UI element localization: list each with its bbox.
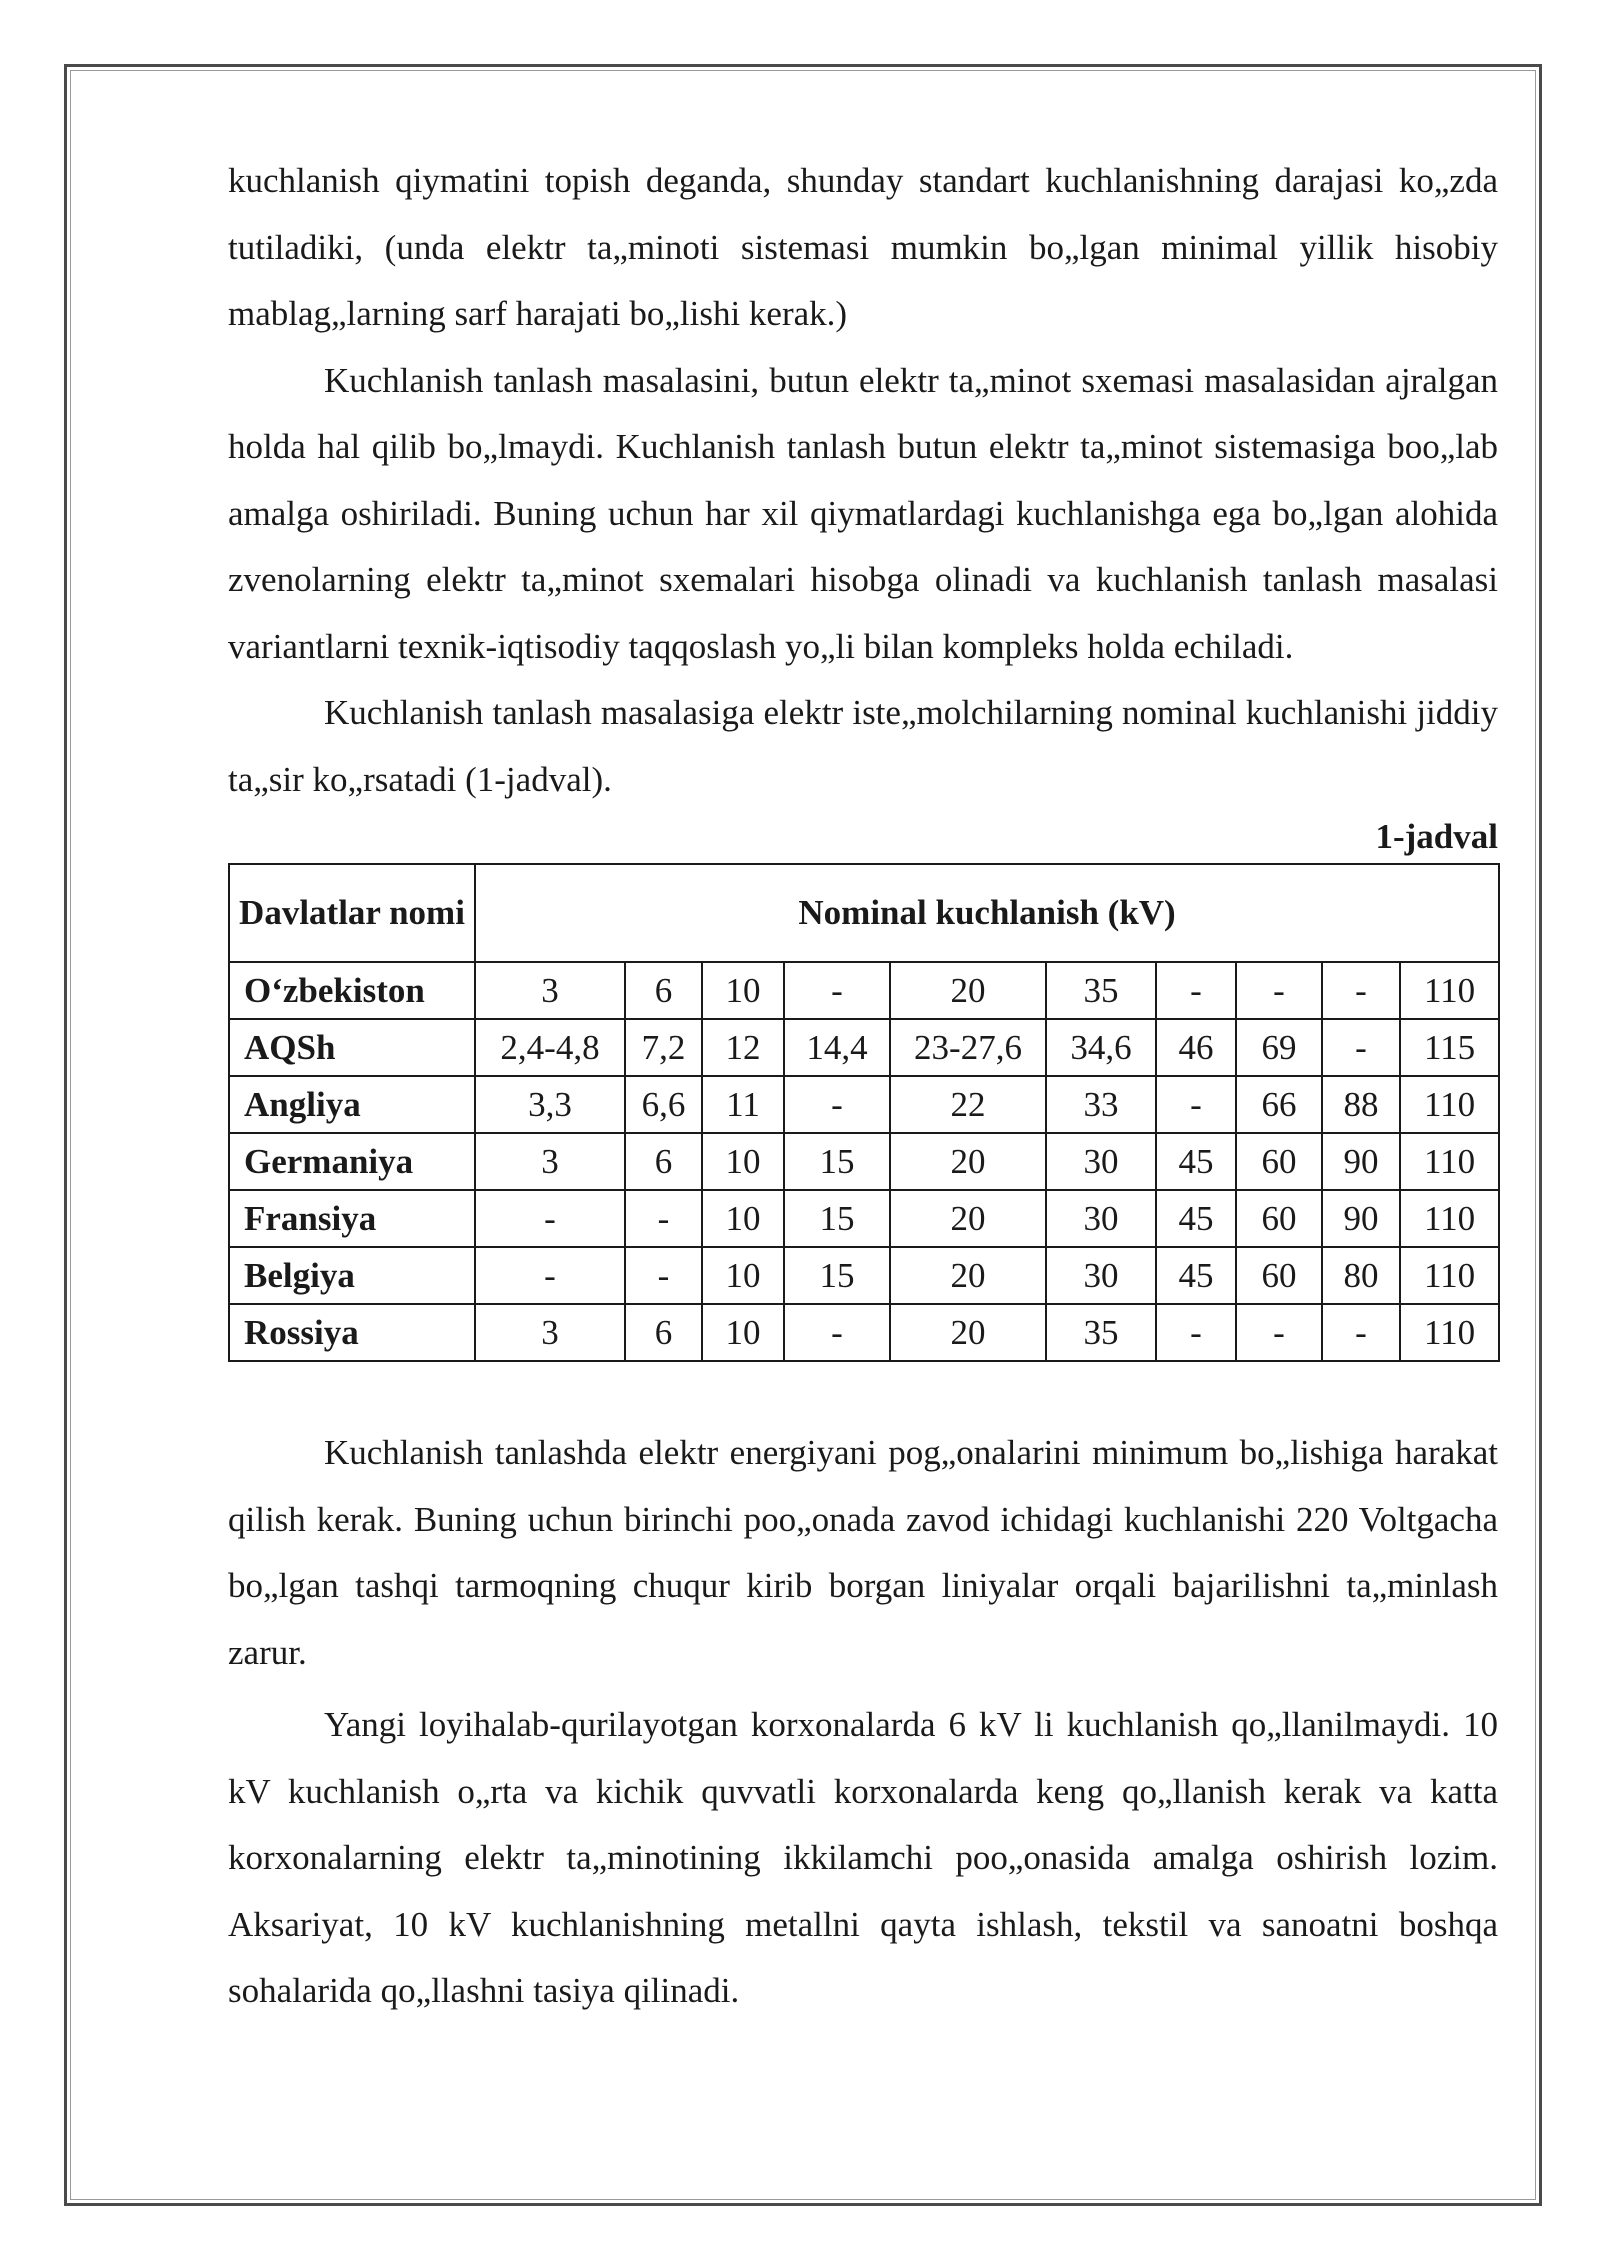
voltage-cell: 3: [475, 1304, 625, 1361]
voltage-cell: 88: [1322, 1076, 1400, 1133]
voltage-cell: 60: [1236, 1133, 1322, 1190]
voltage-cell: 23-27,6: [890, 1019, 1046, 1076]
table-header-row: [229, 864, 1499, 962]
voltage-cell: 11: [702, 1076, 784, 1133]
voltage-cell: -: [625, 1190, 702, 1247]
voltage-cell: 22: [890, 1076, 1046, 1133]
header-nominal-voltage: Nominal kuchlanish (kV): [475, 864, 1499, 962]
voltage-cell: 30: [1046, 1247, 1156, 1304]
voltage-cell: -: [784, 1304, 890, 1361]
voltage-cell: 6: [625, 1304, 702, 1361]
paragraph-3: Kuchlanish tanlash masalasiga elektr iste„molchilarning nominal kuchlanishi jiddiy ta„sir ko„rsatadi (1-jadval).: [228, 693, 1498, 799]
voltage-cell: 90: [1322, 1190, 1400, 1247]
voltage-cell: -: [1236, 1304, 1322, 1361]
voltage-cell: 110: [1400, 1304, 1499, 1361]
page-content: [228, 148, 1498, 2025]
voltage-cell: 69: [1236, 1019, 1322, 1076]
voltage-cell: 66: [1236, 1076, 1322, 1133]
voltage-cell: 10: [702, 1133, 784, 1190]
country-name-cell: AQSh: [229, 1019, 475, 1076]
voltage-table: [228, 863, 1500, 1362]
country-name-cell: Germaniya: [229, 1133, 475, 1190]
voltage-cell: 2,4-4,8: [475, 1019, 625, 1076]
voltage-cell: 10: [702, 1304, 784, 1361]
voltage-cell: 15: [784, 1190, 890, 1247]
paragraph-1: kuchlanish qiymatini topish deganda, shunday standart kuchlanishning darajasi ko„zda tutiladiki, (unda elektr ta„minoti sistemasi mumkin bo„lgan minimal yillik hisobiy mablag„larning sarf harajati bo„lishi kerak.): [228, 161, 1498, 333]
voltage-cell: 3,3: [475, 1076, 625, 1133]
paragraph-2: Kuchlanish tanlash masalasini, butun elektr ta„minot sxemasi masalasidan ajralgan holda hal qilib bo„lmaydi. Kuchlanish tanlash butun elektr ta„minot sistemasiga boo„lab amalga oshiriladi. Buning uchun har xil qiymatlardagi kuchlanishga ega bo„lgan alohida zvenolarning elektr ta„minot sxemalari hisobga olinadi va kuchlanish tanlash masalasi variantlarni texnik-iqtisodiy taqqoslash yo„li bilan kompleks holda echiladi.: [228, 360, 1498, 666]
voltage-cell: 110: [1400, 1076, 1499, 1133]
voltage-cell: 6: [625, 1133, 702, 1190]
voltage-cell: 110: [1400, 1133, 1499, 1190]
voltage-cell: 30: [1046, 1133, 1156, 1190]
country-name-cell: O‘zbekiston: [229, 962, 475, 1019]
voltage-cell: 46: [1156, 1019, 1236, 1076]
voltage-cell: 10: [702, 1190, 784, 1247]
voltage-cell: 110: [1400, 1247, 1499, 1304]
voltage-cell: -: [1156, 962, 1236, 1019]
header-country: Davlatlar nomi: [229, 864, 475, 962]
table-row: [229, 1247, 1499, 1304]
voltage-cell: 14,4: [784, 1019, 890, 1076]
voltage-cell: 110: [1400, 1190, 1499, 1247]
voltage-cell: -: [784, 1076, 890, 1133]
country-name-cell: Angliya: [229, 1076, 475, 1133]
paragraph-5: Yangi loyihalab-qurilayotgan korxonalarda 6 kV li kuchlanish qo„llanilmaydi. 10 kV kuchlanish o„rta va kichik quvvatli korxonalarda keng qo„llanish kerak va katta korxonalarning elektr ta„minotining ikkilamchi poo„onasida amalga oshirish lozim. Aksariyat, 10 kV kuchlanishning metallni qayta ishlash, tekstil va sanoatni boshqa sohalarida qo„llashni tasiya qilinadi.: [228, 1705, 1498, 2010]
voltage-cell: -: [784, 962, 890, 1019]
table-row: [229, 1133, 1499, 1190]
table-body: [229, 962, 1499, 1361]
voltage-cell: 7,2: [625, 1019, 702, 1076]
voltage-cell: 20: [890, 1133, 1046, 1190]
voltage-cell: 115: [1400, 1019, 1499, 1076]
voltage-cell: 3: [475, 962, 625, 1019]
country-name-cell: Belgiya: [229, 1247, 475, 1304]
voltage-cell: -: [1322, 1304, 1400, 1361]
voltage-cell: -: [475, 1247, 625, 1304]
voltage-cell: 15: [784, 1247, 890, 1304]
table-row: [229, 1076, 1499, 1133]
voltage-cell: -: [625, 1247, 702, 1304]
voltage-cell: 60: [1236, 1190, 1322, 1247]
voltage-cell: 20: [890, 1304, 1046, 1361]
country-name-cell: Fransiya: [229, 1190, 475, 1247]
voltage-cell: -: [1322, 1019, 1400, 1076]
table-row: [229, 1019, 1499, 1076]
voltage-cell: 12: [702, 1019, 784, 1076]
voltage-cell: 33: [1046, 1076, 1156, 1133]
voltage-cell: -: [1156, 1076, 1236, 1133]
voltage-cell: 3: [475, 1133, 625, 1190]
table-caption: 1-jadval: [1375, 817, 1498, 856]
voltage-cell: 6,6: [625, 1076, 702, 1133]
table-row: [229, 1304, 1499, 1361]
voltage-cell: 10: [702, 962, 784, 1019]
voltage-cell: 15: [784, 1133, 890, 1190]
voltage-cell: -: [475, 1190, 625, 1247]
voltage-cell: 45: [1156, 1247, 1236, 1304]
voltage-cell: 45: [1156, 1190, 1236, 1247]
voltage-cell: -: [1236, 962, 1322, 1019]
voltage-cell: 110: [1400, 962, 1499, 1019]
voltage-cell: 6: [625, 962, 702, 1019]
voltage-cell: 35: [1046, 962, 1156, 1019]
country-name-cell: Rossiya: [229, 1304, 475, 1361]
voltage-cell: 20: [890, 1247, 1046, 1304]
voltage-cell: 34,6: [1046, 1019, 1156, 1076]
voltage-cell: 30: [1046, 1190, 1156, 1247]
voltage-cell: 90: [1322, 1133, 1400, 1190]
voltage-cell: 10: [702, 1247, 784, 1304]
voltage-cell: 35: [1046, 1304, 1156, 1361]
voltage-cell: 80: [1322, 1247, 1400, 1304]
voltage-cell: 20: [890, 962, 1046, 1019]
table-row: [229, 962, 1499, 1019]
voltage-cell: -: [1322, 962, 1400, 1019]
paragraph-4: Kuchlanish tanlashda elektr energiyani pog„onalarini minimum bo„lishiga harakat qilish kerak. Buning uchun birinchi poo„onada zavod ichidagi kuchlanishi 220 Voltgacha bo„lgan tashqi tarmoqning chuqur kirib borgan liniyalar orqali bajarilishni ta„minlash zarur.: [228, 1433, 1498, 1672]
voltage-cell: 60: [1236, 1247, 1322, 1304]
voltage-cell: 45: [1156, 1133, 1236, 1190]
table-row: [229, 1190, 1499, 1247]
voltage-cell: -: [1156, 1304, 1236, 1361]
voltage-cell: 20: [890, 1190, 1046, 1247]
